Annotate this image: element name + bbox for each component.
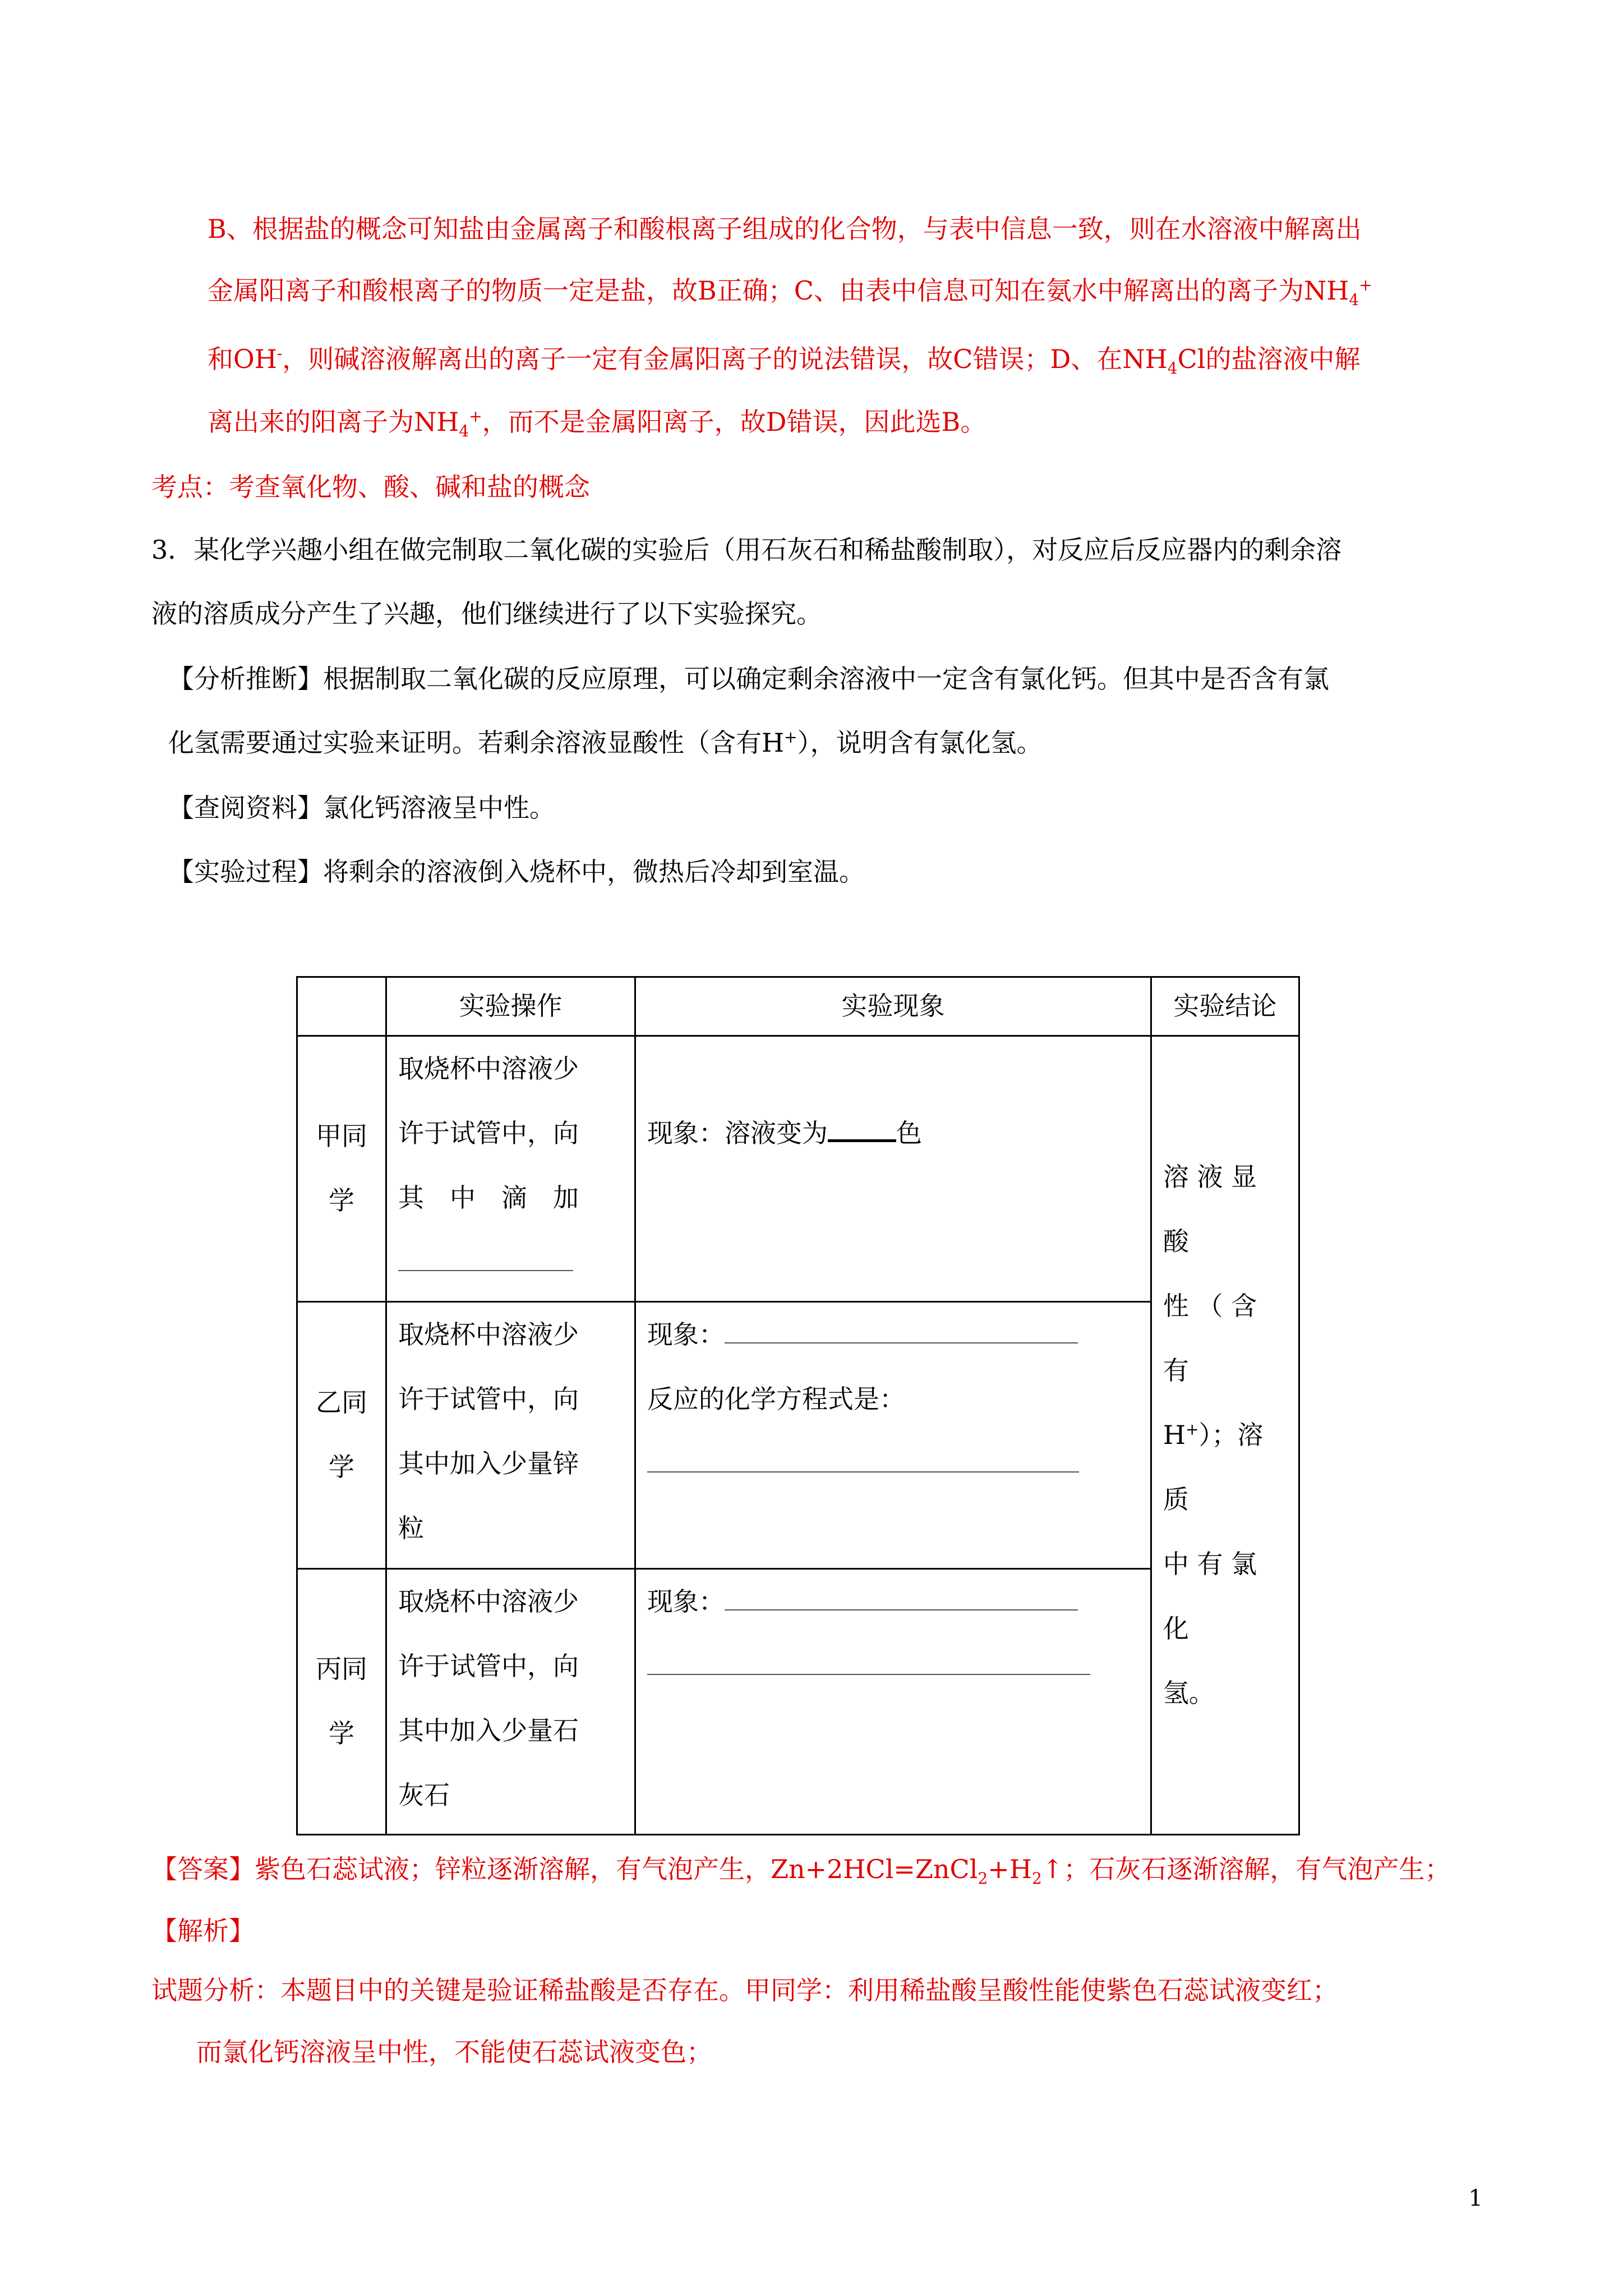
question3-line-1: 3．某化学兴趣小组在做完制取二氧化碳的实验后（用石灰石和稀盐酸制取），对反应后反应器内的剩余溶 xyxy=(151,535,1342,565)
operation-text: 取烧杯中溶液少 xyxy=(398,1586,579,1617)
phenomenon-line xyxy=(647,1303,1139,1367)
table-row xyxy=(297,1301,1299,1568)
fill-blank[interactable] xyxy=(725,1587,1078,1611)
phenomenon-cell xyxy=(635,1036,1151,1301)
conclusion-text: 溶 液 显 酸 xyxy=(1163,1161,1257,1257)
header-empty xyxy=(297,977,386,1036)
student-name: 乙同 xyxy=(315,1387,367,1418)
operation-text: 粒 xyxy=(398,1512,424,1543)
operation-text: 许于试管中，向 xyxy=(398,1650,579,1681)
answer-label: 【答案】 xyxy=(151,1854,255,1884)
table-row xyxy=(297,1036,1299,1301)
phenomenon-text: 现象： xyxy=(647,1586,725,1617)
superscript: - xyxy=(276,344,283,363)
text: Cl的盐溶液中解 xyxy=(1177,344,1361,374)
header-conclusion: 实验结论 xyxy=(1151,977,1299,1036)
text: ）；溶质 xyxy=(1163,1419,1264,1515)
subscript: 4 xyxy=(459,422,469,441)
phenomenon-text: 色 xyxy=(896,1117,923,1148)
analysis-line-2 xyxy=(208,274,1372,310)
operation-text: 许于试管中，向 xyxy=(398,1383,579,1414)
subscript: 4 xyxy=(1349,291,1359,310)
text: 和OH xyxy=(208,344,277,374)
header-operation: 实验操作 xyxy=(386,977,635,1036)
operation-text: 其中加入少量锌 xyxy=(398,1448,579,1479)
operation-cell xyxy=(386,1301,635,1568)
subscript: 2 xyxy=(978,1869,988,1888)
operation-text: 其 中 滴 加 xyxy=(398,1182,579,1213)
student-name: 丙同 xyxy=(315,1654,367,1685)
explanation-line-1: 试题分析：本题目中的关键是验证稀盐酸是否存在。甲同学：利用稀盐酸呈酸性能使紫色石蕊试液变红； xyxy=(151,1975,1338,2005)
text: 化氢需要通过实验来证明。若剩余溶液显酸性（含有H xyxy=(168,728,785,758)
explanation-line-2: 而氯化钙溶液呈中性，不能使石蕊试液变色； xyxy=(196,2037,712,2067)
conclusion-text: 氢。 xyxy=(1163,1677,1215,1708)
student-name: 学 xyxy=(328,1718,354,1749)
operation-cell xyxy=(386,1568,635,1834)
phenomenon-cell xyxy=(635,1568,1151,1834)
process-line: 【实验过程】将剩余的溶液倒入烧杯中，微热后冷却到室温。 xyxy=(168,857,865,887)
phenomenon-cell xyxy=(635,1301,1151,1568)
conclusion-text: 性 （ 含 有 xyxy=(1163,1290,1257,1386)
text: 离出来的阳离子为NH xyxy=(208,407,459,437)
jiexi-label: 【解析】 xyxy=(151,1916,255,1946)
text: ，则碱溶液解离出的离子一定有金属阳离子的说法错误，故C错误；D、在NH xyxy=(282,344,1168,374)
text: ），说明含有氯化氢。 xyxy=(797,728,1043,758)
experiment-table xyxy=(296,976,1300,1835)
answer-text: +H xyxy=(988,1854,1032,1884)
analysis-line-1 xyxy=(208,212,1362,246)
superscript: + xyxy=(1359,275,1372,295)
header-phenomenon: 实验现象 xyxy=(635,977,1151,1036)
operation-text: 其中加入少量石 xyxy=(398,1715,579,1746)
answer-line xyxy=(151,1852,1450,1886)
conclusion-text: 中 有 氯 化 xyxy=(1163,1548,1257,1644)
operation-text: 取烧杯中溶液少 xyxy=(398,1053,579,1084)
student-name: 甲同 xyxy=(315,1121,367,1152)
analysis-inference-line-2 xyxy=(168,726,1043,760)
subscript: 4 xyxy=(1167,359,1178,378)
text: B、根据盐的概念可知盐由金属离子和酸根离子组成的化合物，与表中信息一致，则在水溶液中解离出 xyxy=(208,214,1362,244)
phenomenon-line xyxy=(647,1570,1139,1634)
answer-text: ↑；石灰石逐渐溶解，有气泡产生； xyxy=(1041,1854,1451,1884)
answer-text: 紫色石蕊试液；锌粒逐渐溶解，有气泡产生，Zn+2HCl=ZnCl xyxy=(255,1854,978,1884)
conclusion-text xyxy=(1163,1403,1287,1532)
analysis-inference-line-1: 【分析推断】根据制取二氧化碳的反应原理，可以确定剩余溶液中一定含有氯化钙。但其中是否含有氯 xyxy=(168,664,1329,694)
table-row xyxy=(297,1568,1299,1834)
phenomenon-text: 反应的化学方程式是： xyxy=(647,1383,906,1414)
text: 金属阳离子和酸根离子的物质一定是盐，故B正确；C、由表中信息可知在氨水中解离出的离子为NH xyxy=(208,275,1349,306)
phenomenon-line xyxy=(647,1037,1139,1166)
operation-text: 许于试管中，向 xyxy=(398,1117,579,1148)
operation-text: 灰石 xyxy=(398,1779,450,1810)
page-number: 1 xyxy=(1468,2185,1483,2211)
student-name-cell xyxy=(297,1036,386,1301)
student-name-cell xyxy=(297,1568,386,1834)
text: H xyxy=(1163,1419,1186,1450)
student-name: 学 xyxy=(328,1185,354,1216)
phenomenon-text: 现象：溶液变为 xyxy=(647,1117,828,1148)
subscript: 2 xyxy=(1031,1869,1042,1888)
fill-blank[interactable] xyxy=(647,1634,1139,1699)
table-header-row xyxy=(297,977,1299,1036)
operation-text: 取烧杯中溶液少 xyxy=(398,1319,579,1350)
conclusion-cell xyxy=(1151,1036,1299,1834)
question3-line-2: 液的溶质成分产生了兴趣，他们继续进行了以下实验探究。 xyxy=(151,599,822,629)
analysis-line-3 xyxy=(208,342,1361,376)
superscript: + xyxy=(469,407,482,426)
fill-blank[interactable] xyxy=(725,1320,1078,1343)
phenomenon-text: 现象： xyxy=(647,1319,725,1350)
student-name-cell xyxy=(297,1301,386,1568)
superscript: + xyxy=(784,728,797,747)
operation-cell xyxy=(386,1036,635,1301)
analysis-line-4 xyxy=(208,405,986,439)
reference-line: 【查阅资料】氯化钙溶液呈中性。 xyxy=(168,793,555,823)
text: ，而不是金属阳离子，故D错误，因此选B。 xyxy=(482,407,986,437)
fill-blank[interactable] xyxy=(398,1230,623,1295)
student-name: 学 xyxy=(328,1452,354,1483)
superscript: + xyxy=(1185,1420,1199,1439)
fill-blank[interactable] xyxy=(828,1117,896,1142)
kaodian-line: 考点：考查氧化物、酸、碱和盐的概念 xyxy=(151,472,590,502)
fill-blank[interactable] xyxy=(647,1432,1139,1496)
